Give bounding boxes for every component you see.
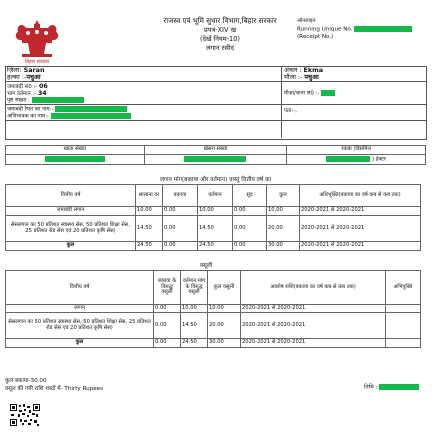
cell: 20.00 xyxy=(267,216,300,242)
cell: 14.50 xyxy=(181,313,208,339)
cell: सेसलगान का 50 प्रतिशत स्वास्थ्य सेस, 50 प्रतिशत शिक्षा सेस, 25 प्रतिशत रोड सेस एवं 20 प्रतिशत कृषि सेस) xyxy=(6,313,154,339)
cell: 0.00 xyxy=(163,242,198,251)
khata-table xyxy=(5,145,426,165)
halka-row: हल्का :-पचुआ xyxy=(7,73,41,81)
rakba-value: ) हेक्टर xyxy=(287,155,426,165)
cell: 14.50 xyxy=(136,216,163,242)
table-row xyxy=(6,305,421,313)
cell xyxy=(386,339,421,348)
khata-value xyxy=(6,155,145,165)
page-row: पृष्ठ संख्या : xyxy=(7,97,84,104)
redacted-block xyxy=(51,113,131,119)
demand-header: बकाया xyxy=(163,185,198,207)
cell: 0.00 xyxy=(154,305,181,313)
cell: 2020-2021 से 2020-2021 xyxy=(241,339,386,348)
cell: 2020-2021 से 2020-2021 xyxy=(300,207,421,216)
department-title: राजस्व एवं भूमि सुधार विभाग,बिहार सरकार xyxy=(163,16,277,25)
cell: 10.00 xyxy=(136,207,163,216)
redacted-block xyxy=(184,156,246,162)
cell: 30.00 xyxy=(208,339,241,348)
redacted-block xyxy=(379,384,419,390)
cell: 24.50 xyxy=(136,242,163,251)
cell: 0.00 xyxy=(233,207,267,216)
table-row xyxy=(6,216,421,242)
cell: 20.00 xyxy=(208,313,241,339)
running-number-label: Running Unique No. xyxy=(297,26,412,33)
total-due: कुल बकाया-30.00 xyxy=(5,378,47,384)
circle-row: अंचल : Ekma xyxy=(284,66,324,74)
cell: लगान xyxy=(6,305,154,313)
cell: 0.00 xyxy=(163,216,198,242)
cell: 2020-2021 से 2020-2021 xyxy=(241,313,386,339)
khesra-value xyxy=(144,155,287,165)
collection-header: अवशेष राशि(बकाया का वर्ष कब से कब तक) xyxy=(241,271,386,305)
redacted-block xyxy=(354,26,412,32)
rule-reference: (देखें नियम-10) xyxy=(199,35,241,43)
table-row xyxy=(6,207,421,216)
demand-header: कुल xyxy=(267,185,300,207)
collection-header: बकाया के विरुद्ध वसूली xyxy=(154,271,181,305)
cell: 2020-2021 से 2020-2021 xyxy=(300,216,421,242)
redacted-block xyxy=(55,106,127,112)
cell: 30.00 xyxy=(267,242,300,251)
table-row xyxy=(6,339,421,348)
collection-header: वर्तमान मांग के विरुद्ध वसूली xyxy=(181,271,208,305)
raiyat-row: जमाबंदी रैयत का नाम:- xyxy=(7,106,127,113)
district-row: ज़िला: Saran xyxy=(7,66,45,74)
bhag-row: भाग वर्तमान :- 34 xyxy=(7,89,47,97)
mauja-row: मौजा :- पचुआ xyxy=(284,73,319,81)
cell: 0.00 xyxy=(163,207,198,216)
cell: 10.00 xyxy=(208,305,241,313)
svg-text:बिहार सरकार: बिहार सरकार xyxy=(24,59,50,64)
cell: कुल xyxy=(6,242,136,251)
demand-header: सूद xyxy=(233,185,267,207)
redacted-block xyxy=(32,97,84,103)
jamabandi-row: जमाबंदी सं0 :- 06 xyxy=(7,82,48,90)
qr-code-icon xyxy=(10,404,40,426)
cell: 10.00 xyxy=(181,305,208,313)
demand-caption: लगान मांग(बकाया और वर्तमान) वास्तु वित्तीय वर्ष का xyxy=(159,177,272,183)
document-title: लगान रसीद xyxy=(205,44,234,52)
collection-table xyxy=(5,270,421,348)
cell: 0.00 xyxy=(154,313,181,339)
demand-table xyxy=(5,184,421,251)
date-row: तिथि : xyxy=(364,384,419,391)
cell: 2020-2021 से 2020-2021 xyxy=(241,305,386,313)
redacted-block xyxy=(326,156,370,162)
cell: 10.00 xyxy=(198,207,233,216)
cell: 24.50 xyxy=(198,242,233,251)
address-row: पता:-, xyxy=(284,108,298,114)
table-row xyxy=(6,242,421,251)
form-number: प्रपत्र-XIV ख xyxy=(204,26,236,34)
demand-header: वर्तमान xyxy=(198,185,233,207)
demand-header: वित्तीय वर्ष xyxy=(6,185,136,207)
bihar-emblem-logo xyxy=(8,14,66,64)
khata-header: खाता संख्या xyxy=(6,146,145,155)
amount-in-words: वसूल की गयी राशि शब्दों में- Thirty Rupees xyxy=(5,386,104,392)
rakba-header: रकबा (डिसमिल xyxy=(287,146,426,155)
cell: 0.00 xyxy=(233,216,267,242)
cell xyxy=(386,313,421,339)
collection-header: कुल वसूली xyxy=(208,271,241,305)
cell: 0.00 xyxy=(233,242,267,251)
cell: कुल xyxy=(6,339,154,348)
collection-header: वित्तीय वर्ष xyxy=(6,271,154,305)
cell: सेसलगान का 50 प्रतिशत स्वास्थ्य सेस, 50 प्रतिशत शिक्षा सेस, 25 प्रतिशत रोड सेस एवं 20 प्रतिशत कृषि सेस) xyxy=(6,216,136,242)
khesra-header: खेसरा संख्या xyxy=(144,146,287,155)
cell: जमाबंदी लगान xyxy=(6,207,136,216)
table-row xyxy=(6,313,421,339)
guardian-row: अभिभावक का नाम:- xyxy=(7,113,131,120)
cell xyxy=(386,305,421,313)
cell: 2020-2021 से 2020-2021 xyxy=(300,242,421,251)
thana-row: मौज़ा/थाना सं0 :- xyxy=(284,90,335,97)
collection-header: अभियुक्ति xyxy=(386,271,421,305)
demand-header: अधिभुक्ति(बकाया का वर्ष कब से कब तक) xyxy=(300,185,421,207)
redacted-block xyxy=(45,156,105,162)
cell: 0.00 xyxy=(154,339,181,348)
cell: 14.50 xyxy=(198,216,233,242)
redacted-block xyxy=(321,90,335,96)
collection-caption: वसूली xyxy=(199,263,213,269)
cell: 10.00 xyxy=(267,207,300,216)
online-label: ऑनलाइन xyxy=(297,18,316,24)
demand-header: सालाना दर xyxy=(136,185,163,207)
receipt-number-label: (Receipt No.) xyxy=(297,34,334,40)
cell: 24.50 xyxy=(181,339,208,348)
